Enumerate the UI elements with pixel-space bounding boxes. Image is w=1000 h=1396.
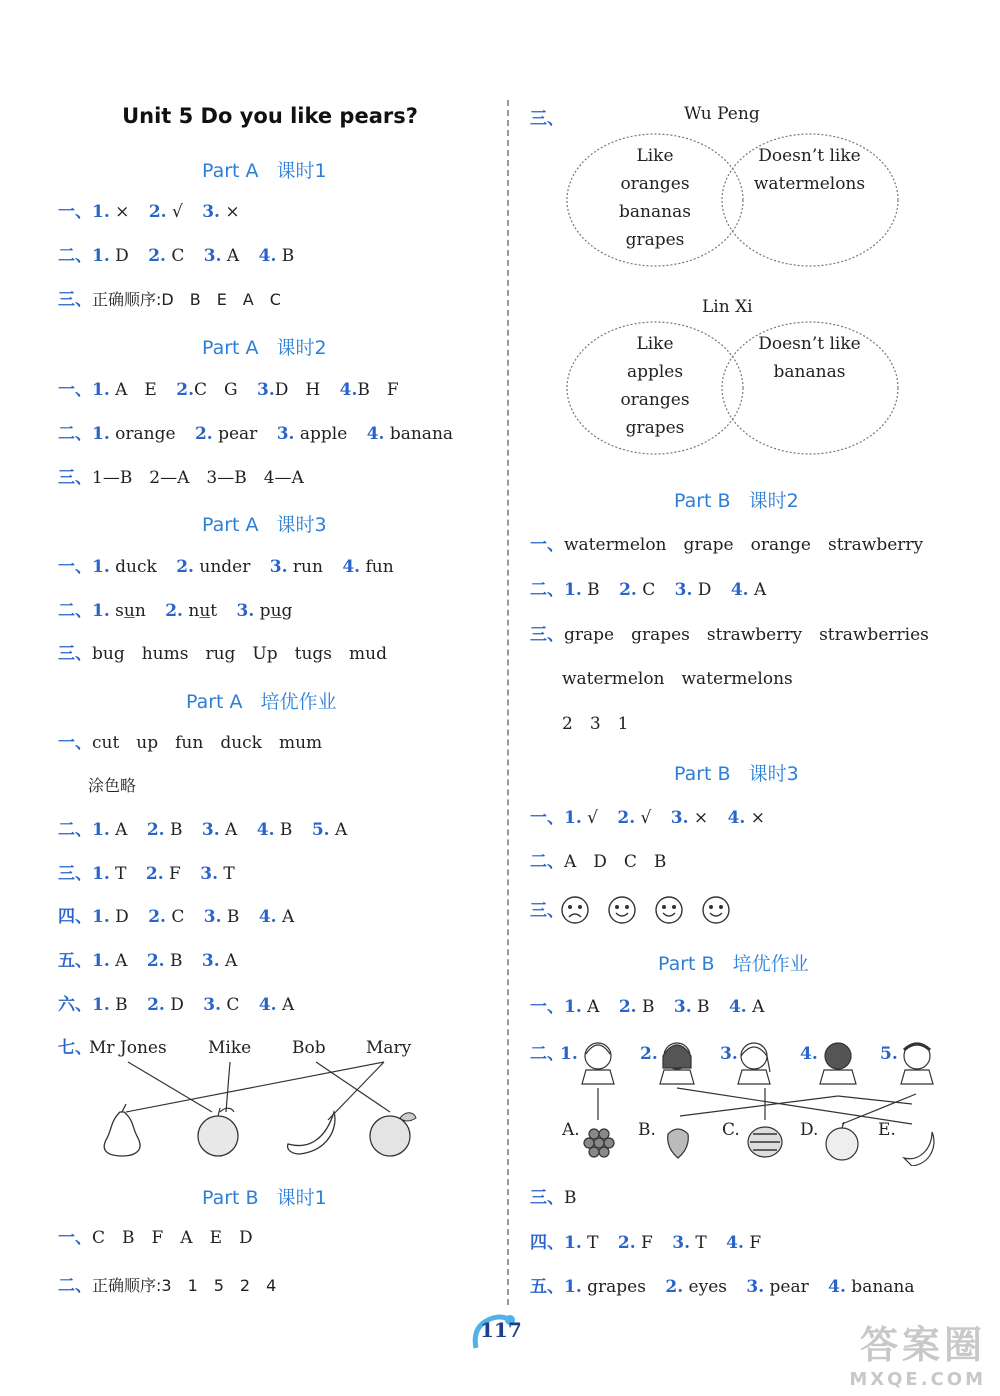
answer-line: 一、1. A E 2.C G 3.D H 4.B F: [58, 380, 399, 400]
apple-icon: [198, 1116, 238, 1156]
unit-title: Unit 5 Do you like pears?: [122, 104, 418, 128]
apple-icon: [826, 1128, 858, 1160]
answer-line: 三、1. T 2. F 3. T: [58, 864, 235, 884]
name-label: Mary: [366, 1038, 412, 1058]
answer-line: 一、1. √ 2. √ 3. × 4. ×: [530, 808, 765, 828]
item-number: 1.: [560, 1044, 578, 1064]
face-row: [558, 894, 748, 928]
answer-line: 六、1. B 2. D 3. C 4. A: [58, 995, 295, 1015]
answer-line: 三、1—B 2—A 3—B 4—A: [58, 468, 304, 488]
answer-line: 二、1. B 2. C 3. D 4. A: [530, 580, 767, 600]
banana-icon: [904, 1132, 934, 1166]
section-heading: Part A 培优作业: [186, 691, 337, 713]
answer-line: 七、: [58, 1038, 92, 1058]
page-number: 117: [480, 1318, 522, 1342]
answer-line: 一、cut up fun duck mum: [58, 733, 323, 753]
banana-icon: [288, 1112, 335, 1154]
answer-line: 二、1. A 2. B 3. A 4. B 5. A: [58, 820, 348, 840]
girl-avatar-icon: [582, 1043, 614, 1084]
answer-line: 2 3 1: [562, 714, 629, 734]
answer-line: 一、1. A 2. B 3. B 4. A: [530, 997, 765, 1017]
answer-line: 一、C B F A E D: [58, 1228, 253, 1248]
answer-line: 二、1. orange 2. pear 3. apple 4. banana: [58, 424, 454, 444]
venn-name: Wu Peng: [684, 104, 760, 124]
section-heading: Part B 课时1: [202, 1187, 327, 1209]
venn-name: Lin Xi: [702, 297, 753, 317]
pear-icon: [104, 1112, 140, 1156]
section-heading: Part B 培优作业: [658, 953, 809, 975]
people-fruit-matching: [560, 1036, 950, 1166]
boy-avatar-icon: [820, 1043, 856, 1084]
match-line: [226, 1062, 230, 1112]
happy-face-icon: [656, 897, 682, 923]
answer-line: 二、正确顺序:3 1 5 2 4: [58, 1276, 277, 1296]
grapes-icon: [584, 1129, 614, 1157]
option-letter: B.: [638, 1120, 656, 1140]
answer-line: 四、1. D 2. C 3. B 4. A: [58, 907, 295, 927]
watermark: 答案圈 MXQE.COM: [849, 1323, 986, 1390]
match-line: [680, 1096, 838, 1116]
option-letter: D.: [800, 1120, 819, 1140]
answer-line: 五、1. A 2. B 3. A: [58, 951, 238, 971]
answer-line: 三、: [530, 901, 564, 921]
venn-like-list: Like oranges bananas grapes: [619, 146, 691, 250]
matching-diagram: [0, 0, 520, 1180]
name-label: Bob: [292, 1038, 326, 1058]
strawberry-icon: [668, 1129, 689, 1158]
match-line: [677, 1088, 912, 1124]
answer-line: 三、: [530, 109, 564, 129]
item-number: 5.: [880, 1044, 898, 1064]
item-number: 4.: [800, 1044, 818, 1064]
answer-line: 二、: [530, 1044, 564, 1064]
item-number: 2.: [640, 1044, 658, 1064]
answer-line: 四、1. T 2. F 3. T 4. F: [530, 1233, 762, 1253]
answer-line: watermelon watermelons: [562, 669, 793, 689]
answer-line: 一、1. × 2. √ 3. ×: [58, 202, 240, 222]
match-line: [316, 1062, 390, 1112]
girl-avatar-icon: [738, 1043, 770, 1084]
boy-avatar-icon: [901, 1043, 933, 1084]
section-heading: Part B 课时3: [674, 763, 799, 785]
answer-line: 一、watermelon grape orange strawberry: [530, 535, 924, 555]
option-letter: A.: [562, 1120, 580, 1140]
happy-face-icon: [609, 897, 635, 923]
answer-line: 五、1. grapes 2. eyes 3. pear 4. banana: [530, 1277, 915, 1297]
answer-line: 一、1. duck 2. under 3. run 4. fun: [58, 557, 394, 577]
section-heading: Part B 课时2: [674, 490, 799, 512]
match-line: [126, 1062, 384, 1112]
answer-line: 二、1. sun 2. nut 3. pug: [58, 601, 293, 621]
girl-avatar-icon: [660, 1043, 694, 1084]
orange-icon: [370, 1116, 410, 1156]
venn-dislike-list: Doesn’t like watermelons: [753, 146, 866, 194]
section-heading: Part A 课时1: [202, 160, 327, 182]
happy-face-icon: [703, 897, 729, 923]
answer-line: 三、B: [530, 1188, 577, 1208]
answer-line: 三、grape grapes strawberry strawberries: [530, 625, 929, 645]
item-number: 3.: [720, 1044, 738, 1064]
venn-like-list: Like apples oranges grapes: [620, 334, 690, 438]
match-line: [128, 1062, 212, 1112]
answer-line: 二、1. D 2. C 3. A 4. B: [58, 246, 295, 266]
section-heading: Part A 课时3: [202, 514, 327, 536]
answer-line: 三、bug hums rug Up tugs mud: [58, 644, 387, 664]
option-letter: C.: [722, 1120, 740, 1140]
sad-face-icon: [562, 897, 588, 923]
answer-line: 三、正确顺序:D B E A C: [58, 290, 281, 310]
option-letter: E.: [878, 1120, 896, 1140]
section-heading: Part A 课时2: [202, 337, 327, 359]
answer-line: 二、A D C B: [530, 852, 667, 872]
answer-line: 涂色略: [88, 776, 137, 795]
name-label: Mr Jones: [89, 1038, 167, 1058]
name-label: Mike: [208, 1038, 252, 1058]
venn-dislike-list: Doesn’t like bananas: [758, 334, 861, 382]
